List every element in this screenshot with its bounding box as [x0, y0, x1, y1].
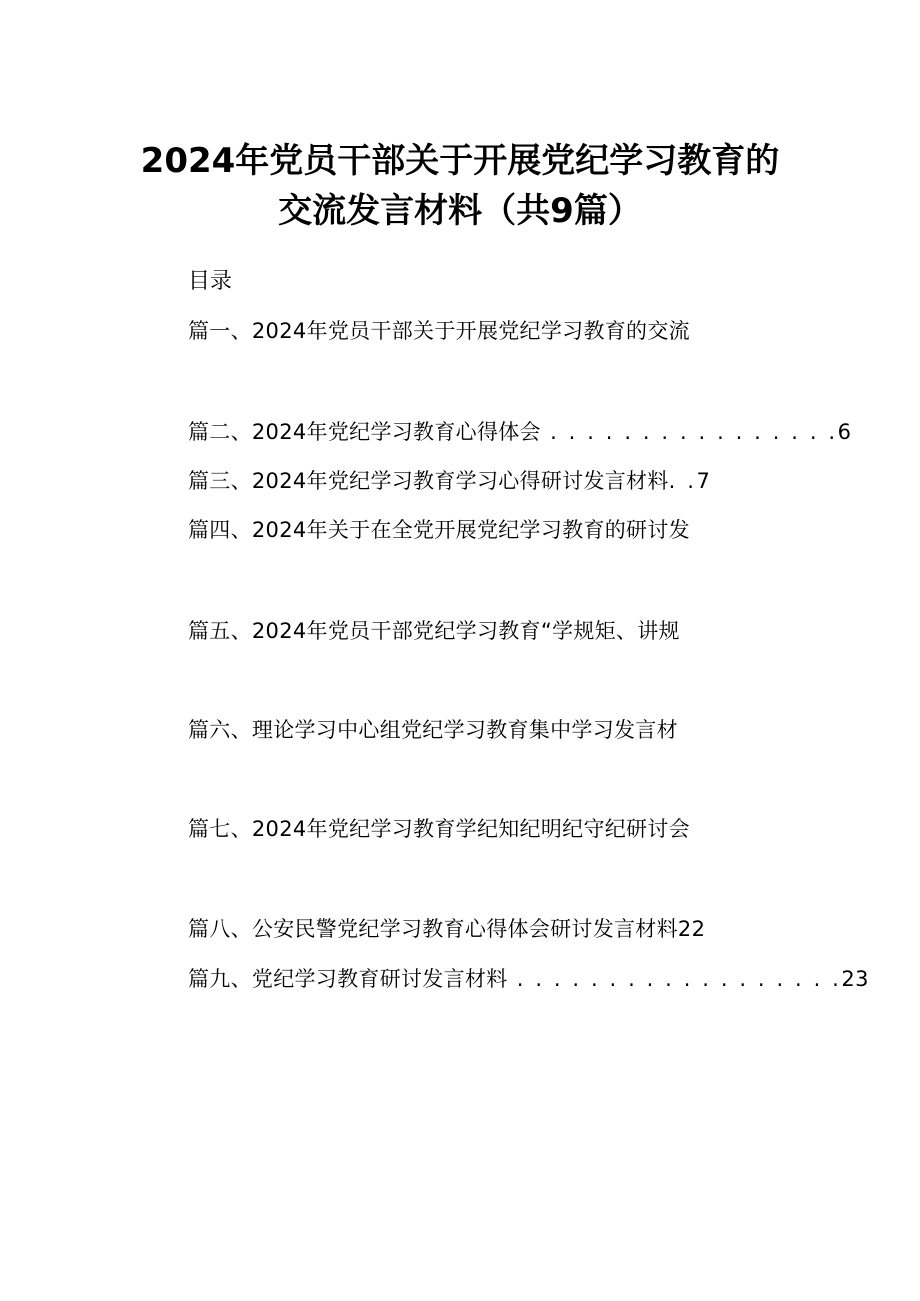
toc-item-label: 篇四、2024年关于在全党开展党纪学习教育的研讨发	[188, 518, 690, 542]
toc-item-page: 7	[696, 469, 711, 493]
toc-item-label: 篇三、2024年党纪学习教育学习心得研讨发言材料	[188, 469, 669, 493]
toc-item-4[interactable]	[188, 516, 690, 544]
toc-item-leader: . .	[668, 469, 697, 493]
document-title-line-2: 交流发言材料（共9篇）	[278, 191, 642, 231]
toc-item-5[interactable]	[188, 617, 680, 645]
toc-item-label: 篇九、党纪学习教育研讨发言材料	[188, 967, 508, 991]
toc-item-page: 22	[677, 917, 706, 941]
toc-item-label: 篇六、理论学习中心组党纪学习教育集中学习发言材	[188, 718, 678, 742]
toc-item-label: 篇七、2024年党纪学习教育学纪知纪明纪守纪研讨会	[188, 817, 690, 841]
toc-item-6[interactable]	[188, 716, 678, 744]
toc-item-8[interactable]	[188, 915, 705, 943]
document-title-line-1: 2024年党员干部关于开展党纪学习教育的	[140, 141, 780, 181]
toc-item-label: 篇二、2024年党纪学习教育心得体会	[188, 420, 541, 444]
toc-heading: 目录	[188, 269, 233, 294]
toc-item-leader: . . . . . . . . . . . . . . . . . .	[507, 967, 842, 991]
toc-item-2[interactable]	[188, 418, 851, 446]
toc-item-leader: . . . . . . . . . . . . . . . .	[540, 420, 838, 444]
toc-item-3[interactable]	[188, 467, 710, 495]
toc-item-page: 6	[837, 420, 852, 444]
toc-item-label: 篇五、2024年党员干部党纪学习教育“学规矩、讲规	[188, 619, 680, 643]
toc-item-label: 篇一、2024年党员干部关于开展党纪学习教育的交流	[188, 319, 690, 343]
toc-item-7[interactable]	[188, 815, 690, 843]
toc-item-page: 23	[841, 967, 869, 991]
toc-item-label: 篇八、公安民警党纪学习教育心得体会研讨发言材料	[188, 917, 678, 941]
toc-item-9[interactable]	[188, 965, 869, 993]
toc-item-1[interactable]	[188, 317, 690, 345]
